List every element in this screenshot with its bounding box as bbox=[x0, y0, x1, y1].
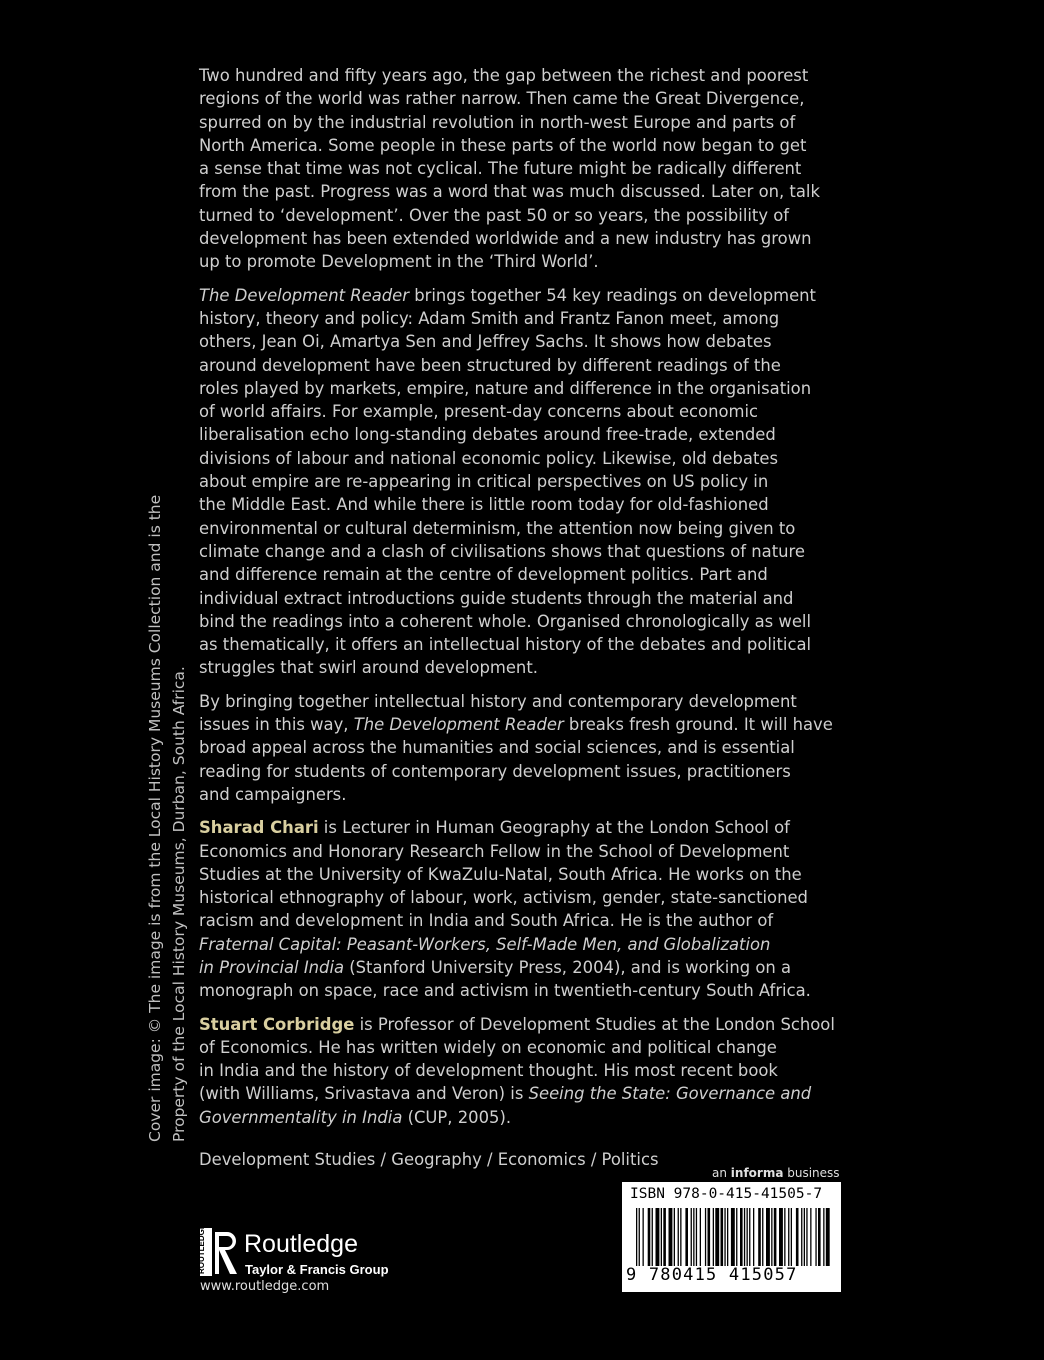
text-line: By bringing together intellectual history and contemporary development bbox=[199, 691, 797, 711]
subject-categories: Development Studies / Geography / Economics / Politics bbox=[199, 1150, 659, 1169]
barcode-bar bbox=[661, 1208, 662, 1266]
text-line bbox=[199, 933, 849, 956]
barcode-bar bbox=[715, 1208, 719, 1266]
barcode-bar bbox=[663, 1208, 666, 1266]
barcode-bar bbox=[810, 1208, 811, 1266]
text-line: North America. Some people in these parts of the world now began to get bbox=[199, 135, 807, 155]
credit-line-1: Cover image: © The image is from the Local History Museums Collection and is the bbox=[146, 494, 164, 1142]
text-line: history, theory and policy: Adam Smith and Frantz Fanon meet, among bbox=[199, 308, 780, 328]
publisher-group: Taylor & Francis Group bbox=[245, 1262, 389, 1277]
barcode-bar bbox=[736, 1208, 737, 1266]
text-line: historical ethnography of labour, work, activism, gender, state-sanctioned bbox=[199, 888, 808, 908]
barcode-bar bbox=[727, 1208, 728, 1266]
text-fragment: is Professor of Development Studies at the London School bbox=[354, 1014, 835, 1034]
barcode-digits: 9 780415 415057 bbox=[626, 1265, 798, 1285]
barcode-bar bbox=[724, 1208, 725, 1266]
cover-image-credit bbox=[143, 482, 191, 1142]
text-line bbox=[199, 956, 849, 979]
book-title: Fraternal Capital: Peasant-Workers, Self-Made Men, and Globalization bbox=[199, 934, 771, 954]
text-line: Economics and Honorary Research Fellow in the School of Development bbox=[199, 841, 790, 861]
text-line: turned to ‘development’. Over the past 50 or so years, the possibility of bbox=[199, 205, 790, 225]
informa-brand: informa bbox=[730, 1166, 784, 1180]
text-line: racism and development in India and South Africa. He is the author of bbox=[199, 911, 774, 931]
text-line: of world affairs. For example, present-day concerns about economic bbox=[199, 402, 759, 422]
text-line: Studies at the University of KwaZulu-Natal, South Africa. He works on the bbox=[199, 864, 802, 884]
barcode-bar bbox=[806, 1208, 807, 1266]
author-name: Sharad Chari bbox=[199, 818, 319, 838]
barcode-bar bbox=[636, 1208, 637, 1266]
barcode-bar bbox=[680, 1208, 681, 1266]
barcode-bar bbox=[693, 1208, 694, 1266]
publisher-name: Routledge bbox=[244, 1230, 358, 1258]
barcode-bar bbox=[826, 1208, 830, 1266]
barcode-bar bbox=[705, 1208, 706, 1266]
text-line: as thematically, it offers an intellectual history of the debates and political bbox=[199, 635, 812, 655]
barcode-bar bbox=[643, 1208, 644, 1266]
barcode-bar bbox=[823, 1208, 824, 1266]
barcode-bar bbox=[788, 1208, 789, 1266]
book-title: The Development Reader bbox=[199, 285, 409, 305]
barcode-bar bbox=[762, 1208, 763, 1266]
back-cover-text bbox=[199, 64, 849, 1139]
text-fragment: breaks fresh ground. It will have bbox=[563, 715, 833, 735]
text-fragment: (CUP, 2005). bbox=[402, 1107, 512, 1127]
book-title: in Provincial India bbox=[199, 957, 345, 977]
barcode-bar bbox=[685, 1208, 688, 1266]
text-line: climate change and a clash of civilisations shows that questions of nature bbox=[199, 541, 805, 561]
text-fragment: issues in this way, bbox=[199, 715, 354, 735]
barcode-bars bbox=[636, 1208, 828, 1266]
barcode-bar bbox=[708, 1208, 711, 1266]
book-title: The Development Reader bbox=[353, 715, 564, 735]
text-line bbox=[199, 816, 849, 839]
barcode-bar bbox=[818, 1208, 821, 1266]
barcode-bar bbox=[691, 1208, 692, 1266]
text-fragment: (Stanford University Press, 2004), and is working on a bbox=[344, 957, 791, 977]
barcode-bar bbox=[779, 1208, 783, 1266]
barcode-bar bbox=[801, 1208, 802, 1266]
barcode-bar bbox=[796, 1208, 799, 1266]
barcode-bar bbox=[766, 1208, 770, 1266]
barcode-bar bbox=[758, 1208, 761, 1266]
text-line: environmental or cultural determinism, the attention now being given to bbox=[199, 518, 796, 538]
blurb-paragraph-3 bbox=[199, 690, 849, 806]
barcode-bar bbox=[696, 1208, 697, 1266]
book-title: Governmentality in India bbox=[199, 1107, 403, 1127]
blurb-paragraph-2 bbox=[199, 284, 849, 680]
barcode-bar bbox=[804, 1208, 805, 1266]
author-bio-sharad-chari bbox=[199, 816, 849, 1002]
barcode-bar bbox=[744, 1208, 745, 1266]
text-line: individual extract introductions guide students through the material and bbox=[199, 588, 794, 608]
barcode-bar bbox=[639, 1208, 640, 1266]
text-line: of Economics. He has written widely on economic and political change bbox=[199, 1037, 777, 1057]
isbn-number: ISBN 978-0-415-41505-7 bbox=[630, 1186, 823, 1202]
text-line: about empire are re-appearing in critical perspectives on US policy in bbox=[199, 472, 769, 492]
barcode-bar bbox=[731, 1208, 735, 1266]
book-title: Seeing the State: Governance and bbox=[528, 1084, 812, 1104]
text-fragment: business bbox=[783, 1166, 840, 1180]
logo-vertical-text: ROUTLEDGE bbox=[197, 1223, 206, 1274]
text-line: up to promote Development in the ‘Third World’. bbox=[199, 252, 599, 272]
text-line: reading for students of contemporary development issues, practitioners bbox=[199, 761, 791, 781]
text-line: broad appeal across the humanities and social sciences, and is essential bbox=[199, 738, 795, 758]
text-line: a sense that time was not cyclical. The future might be radically different bbox=[199, 159, 802, 179]
text-line: bind the readings into a coherent whole. Organised chronologically as well bbox=[199, 611, 812, 631]
text-line bbox=[199, 1082, 849, 1105]
barcode-bar bbox=[721, 1208, 724, 1266]
text-line: roles played by markets, empire, nature and difference in the organisation bbox=[199, 378, 812, 398]
text-line: in India and the history of development thought. His most recent book bbox=[199, 1061, 778, 1081]
isbn-barcode bbox=[622, 1182, 841, 1292]
text-line: struggles that swirl around development. bbox=[199, 658, 538, 678]
barcode-bar bbox=[753, 1208, 754, 1266]
barcode-bar bbox=[713, 1208, 714, 1266]
barcode-bar bbox=[774, 1208, 777, 1266]
text-line bbox=[199, 713, 849, 736]
barcode-bar bbox=[740, 1208, 743, 1266]
text-line: and campaigners. bbox=[199, 784, 347, 804]
text-fragment: an bbox=[712, 1166, 731, 1180]
text-line: from the past. Progress was a word that was much discussed. Later on, talk bbox=[199, 182, 820, 202]
text-line: Two hundred and fifty years ago, the gap between the richest and poorest bbox=[199, 66, 809, 85]
text-fragment: brings together 54 key readings on development bbox=[409, 285, 816, 305]
author-name: Stuart Corbridge bbox=[199, 1014, 355, 1034]
text-line: spurred on by the industrial revolution in north-west Europe and parts of bbox=[199, 112, 796, 132]
barcode-bar bbox=[669, 1208, 673, 1266]
blurb-paragraph-1 bbox=[199, 64, 849, 274]
text-line bbox=[199, 284, 849, 307]
barcode-bar bbox=[749, 1208, 750, 1266]
barcode-bar bbox=[652, 1208, 653, 1266]
text-line: others, Jean Oi, Amartya Sen and Jeffrey Sachs. It shows how debates bbox=[199, 332, 772, 352]
text-line: and difference remain at the centre of development politics. Part and bbox=[199, 565, 768, 585]
barcode-bar bbox=[815, 1208, 816, 1266]
barcode-bar bbox=[791, 1208, 792, 1266]
text-fragment: (with Williams, Srivastava and Veron) is bbox=[199, 1084, 529, 1104]
barcode-bar bbox=[648, 1208, 651, 1266]
barcode-bar bbox=[678, 1208, 679, 1266]
text-line: divisions of labour and national economic policy. Likewise, old debates bbox=[199, 448, 779, 468]
text-line bbox=[199, 1013, 849, 1036]
text-line: the Middle East. And while there is little room today for old-fashioned bbox=[199, 495, 769, 515]
barcode-bar bbox=[700, 1208, 701, 1266]
routledge-r-logo-icon bbox=[197, 1223, 240, 1278]
publisher-url[interactable]: www.routledge.com bbox=[200, 1279, 330, 1294]
text-line: around development have been structured by different readings of the bbox=[199, 355, 781, 375]
barcode-bar bbox=[674, 1208, 675, 1266]
author-bio-stuart-corbridge bbox=[199, 1013, 849, 1129]
text-line bbox=[199, 1106, 849, 1129]
text-fragment: is Lecturer in Human Geography at the London School of bbox=[318, 818, 790, 838]
text-line: development has been extended worldwide and a new industry has grown bbox=[199, 229, 812, 249]
text-line: liberalisation echo long-standing debates around free-trade, extended bbox=[199, 425, 776, 445]
barcode-bar bbox=[771, 1208, 772, 1266]
informa-business-tag bbox=[712, 1166, 840, 1180]
credit-line-2: Property of the Local History Museums, Durban, South Africa. bbox=[170, 666, 188, 1142]
barcode-bar bbox=[656, 1208, 660, 1266]
text-line: regions of the world was rather narrow. Then came the Great Divergence, bbox=[199, 89, 805, 109]
text-line: monograph on space, race and activism in twentieth-century South Africa. bbox=[199, 981, 811, 1001]
barcode-bar bbox=[747, 1208, 748, 1266]
barcode-bar bbox=[784, 1208, 785, 1266]
